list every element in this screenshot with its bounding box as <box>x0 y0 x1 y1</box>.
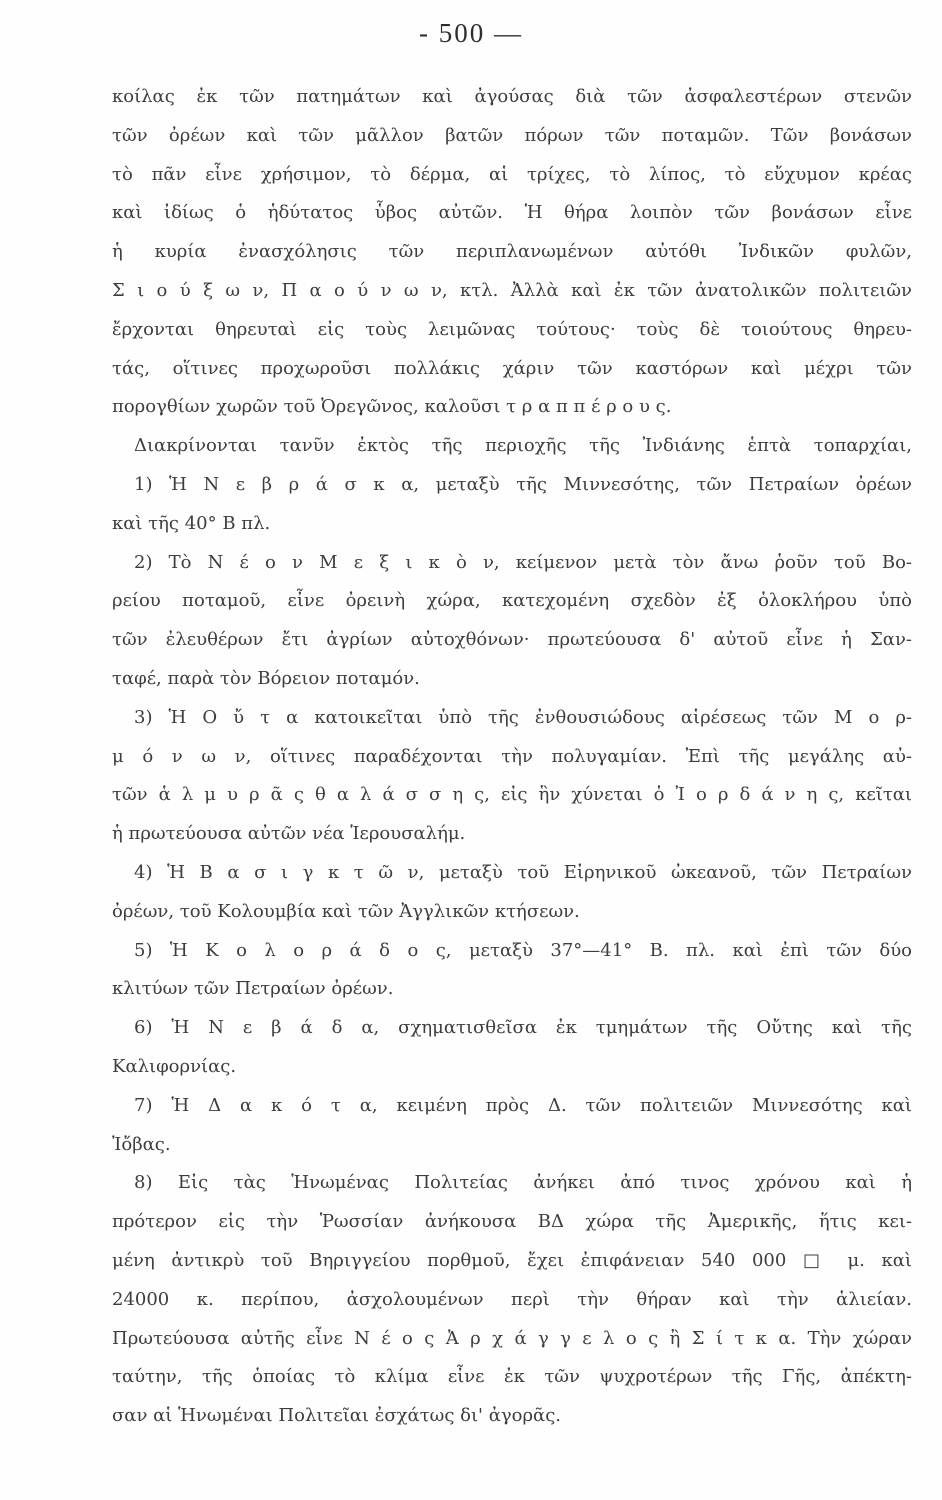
text-line: κοίλας ἐκ τῶν πατημάτων καὶ ἀγούσας διὰ τῶν ἀσφαλεστέρων στενῶν <box>112 86 912 107</box>
text-line: Ἰὄβας. <box>112 1133 171 1155</box>
text-line: ἡ πρωτεύουσα αὐτῶν νέα Ἱερουσαλήμ. <box>112 823 466 845</box>
text-line: 7) Ἡ Δ α κ ό τ α, κειμένη πρὸς Δ. τῶν πολιτειῶν Μιννεσότης καὶ <box>134 1094 912 1116</box>
text-line: τάς, οἵτινες προχωροῦσι πολλάκις χάριν τῶν καστόρων καὶ μέχρι τῶν <box>112 357 912 379</box>
text-line: τῶν ἁ λ μ υ ρ ᾶ ς θ α λ ά σ σ η ς, εἰς ἣν χύνεται ὁ Ἰ ο ρ δ ά ν η ς, κεῖται <box>112 784 912 806</box>
text-line: ταφέ, παρὰ τὸν Βόρειον ποταμόν. <box>112 667 420 689</box>
text-line: πρότερον εἰς τὴν Ῥωσσίαν ἀνήκουσα ΒΔ χώρα τῆς Ἀμερικῆς, ἥτις κει- <box>112 1211 912 1233</box>
text-line: 3) Ἡ Ο ὔ τ α κατοικεῖται ὑπὸ τῆς ἐνθουσιώδους αἱρέσεως τῶν Μ ο ρ- <box>134 706 912 728</box>
body-text <box>112 78 912 1436</box>
text-line: ρείου ποταμοῦ, εἶνε ὀρεινὴ χώρα, κατεχομένη σχεδὸν ἐξ ὁλοκλήρου ὑπὸ <box>112 590 912 612</box>
text-line: καὶ τῆς 40° Β πλ. <box>112 512 271 534</box>
text-line: μένη ἀντικρὺ τοῦ Βηριγγείου πορθμοῦ, ἔχει ἐπιφάνειαν 540 000 □ μ. καὶ <box>112 1249 912 1271</box>
text-line: τῶν ὀρέων καὶ τῶν μᾶλλον βατῶν πόρων τῶν ποταμῶν. Τῶν βονάσων <box>112 124 912 146</box>
text-line: Σ ι ο ύ ξ ω ν, Π α ο ύ ν ω ν, κτλ. Ἀλλὰ καὶ ἐκ τῶν ἀνατολικῶν πολιτειῶν <box>112 279 912 301</box>
text-line: 5) Ἡ Κ ο λ ο ρ ά δ ο ς, μεταξὺ 37°—41° Β. πλ. καὶ ἐπὶ τῶν δύο <box>134 939 912 961</box>
text-line: μ ό ν ω ν, οἵτινες παραδέχονται τὴν πολυγαμίαν. Ἐπὶ τῆς μεγάλης αὐ- <box>112 745 912 767</box>
text-line: 6) Ἡ Ν ε β ά δ α, σχηματισθεῖσα ἐκ τμημάτων τῆς Οὔτης καὶ τῆς <box>134 1017 912 1039</box>
page-number: - 500 — <box>419 18 523 48</box>
text-line: καὶ ἰδίως ὁ ἡδύτατος ὗβος αὐτῶν. Ἡ θήρα λοιπὸν τῶν βονάσων εἶνε <box>112 202 912 224</box>
text-line: 8) Εἰς τὰς Ἡνωμένας Πολιτείας ἀνήκει ἀπό τινος χρόνου καὶ ἡ <box>134 1172 912 1194</box>
text-line: Καλιφορνίας. <box>112 1055 237 1077</box>
text-line: ὀρέων, τοῦ Κολουμβία καὶ τῶν Ἀγγλικῶν κτήσεων. <box>112 900 580 922</box>
text-line: 4) Ἡ Β α σ ι γ κ τ ῶ ν, μεταξὺ τοῦ Εἰρηνικοῦ ὠκεανοῦ, τῶν Πετραίων <box>134 861 912 883</box>
text-line: 2) Τὸ Ν έ ο ν Μ ε ξ ι κ ὸ ν, κείμενον μετὰ τὸν ἄνω ῥοῦν τοῦ Βο- <box>134 551 912 573</box>
text-line: ἡ κυρία ἐνασχόλησις τῶν περιπλανωμένων αὐτόθι Ἰνδικῶν φυλῶν, <box>112 241 912 263</box>
text-line: πορογθίων χωρῶν τοῦ Ὀρεγῶνος, καλοῦσι τ ρ α π π έ ρ ο υ ς. <box>112 396 672 418</box>
text-line: ταύτην, τῆς ὁποίας τὸ κλίμα εἶνε ἐκ τῶν ψυχροτέρων τῆς Γῆς, ἀπέκτη- <box>112 1366 912 1388</box>
text-line: 24000 κ. περίπου, ἀσχολουμένων περὶ τὴν θήραν καὶ τὴν ἁλιείαν. <box>112 1288 912 1310</box>
text-line: ἔρχονται θηρευταὶ εἰς τοὺς λειμῶνας τούτους· τοὺς δὲ τοιούτους θηρευ- <box>112 318 912 340</box>
text-line: Διακρίνονται τανῦν ἐκτὸς τῆς περιοχῆς τῆς Ἰνδιάνης ἑπτὰ τοπαρχίαι, <box>134 435 912 457</box>
text-line: κλιτύων τῶν Πετραίων ὀρέων. <box>112 978 394 1000</box>
text-line: τὸ πᾶν εἶνε χρήσιμον, τὸ δέρμα, αἱ τρίχες, τὸ λίπος, τὸ εὔχυμον κρέας <box>112 163 912 185</box>
text-line: 1) Ἡ Ν ε β ρ ά σ κ α, μεταξὺ τῆς Μιννεσότης, τῶν Πετραίων ὀρέων <box>134 473 912 495</box>
text-line: Πρωτεύουσα αὐτῆς εἶνε Ν έ ο ς Ἀ ρ χ ά γ γ ε λ ο ς ἢ Σ ί τ κ α. Τὴν χώραν <box>112 1327 912 1349</box>
text-line: τῶν ἐλευθέρων ἔτι ἀγρίων αὐτοχθόνων· πρωτεύουσα δ' αὐτοῦ εἶνε ἡ Σαν- <box>112 629 912 651</box>
text-line: σαν αἱ Ἡνωμέναι Πολιτεῖαι ἐσχάτως δι' ἀγορᾶς. <box>112 1405 561 1427</box>
